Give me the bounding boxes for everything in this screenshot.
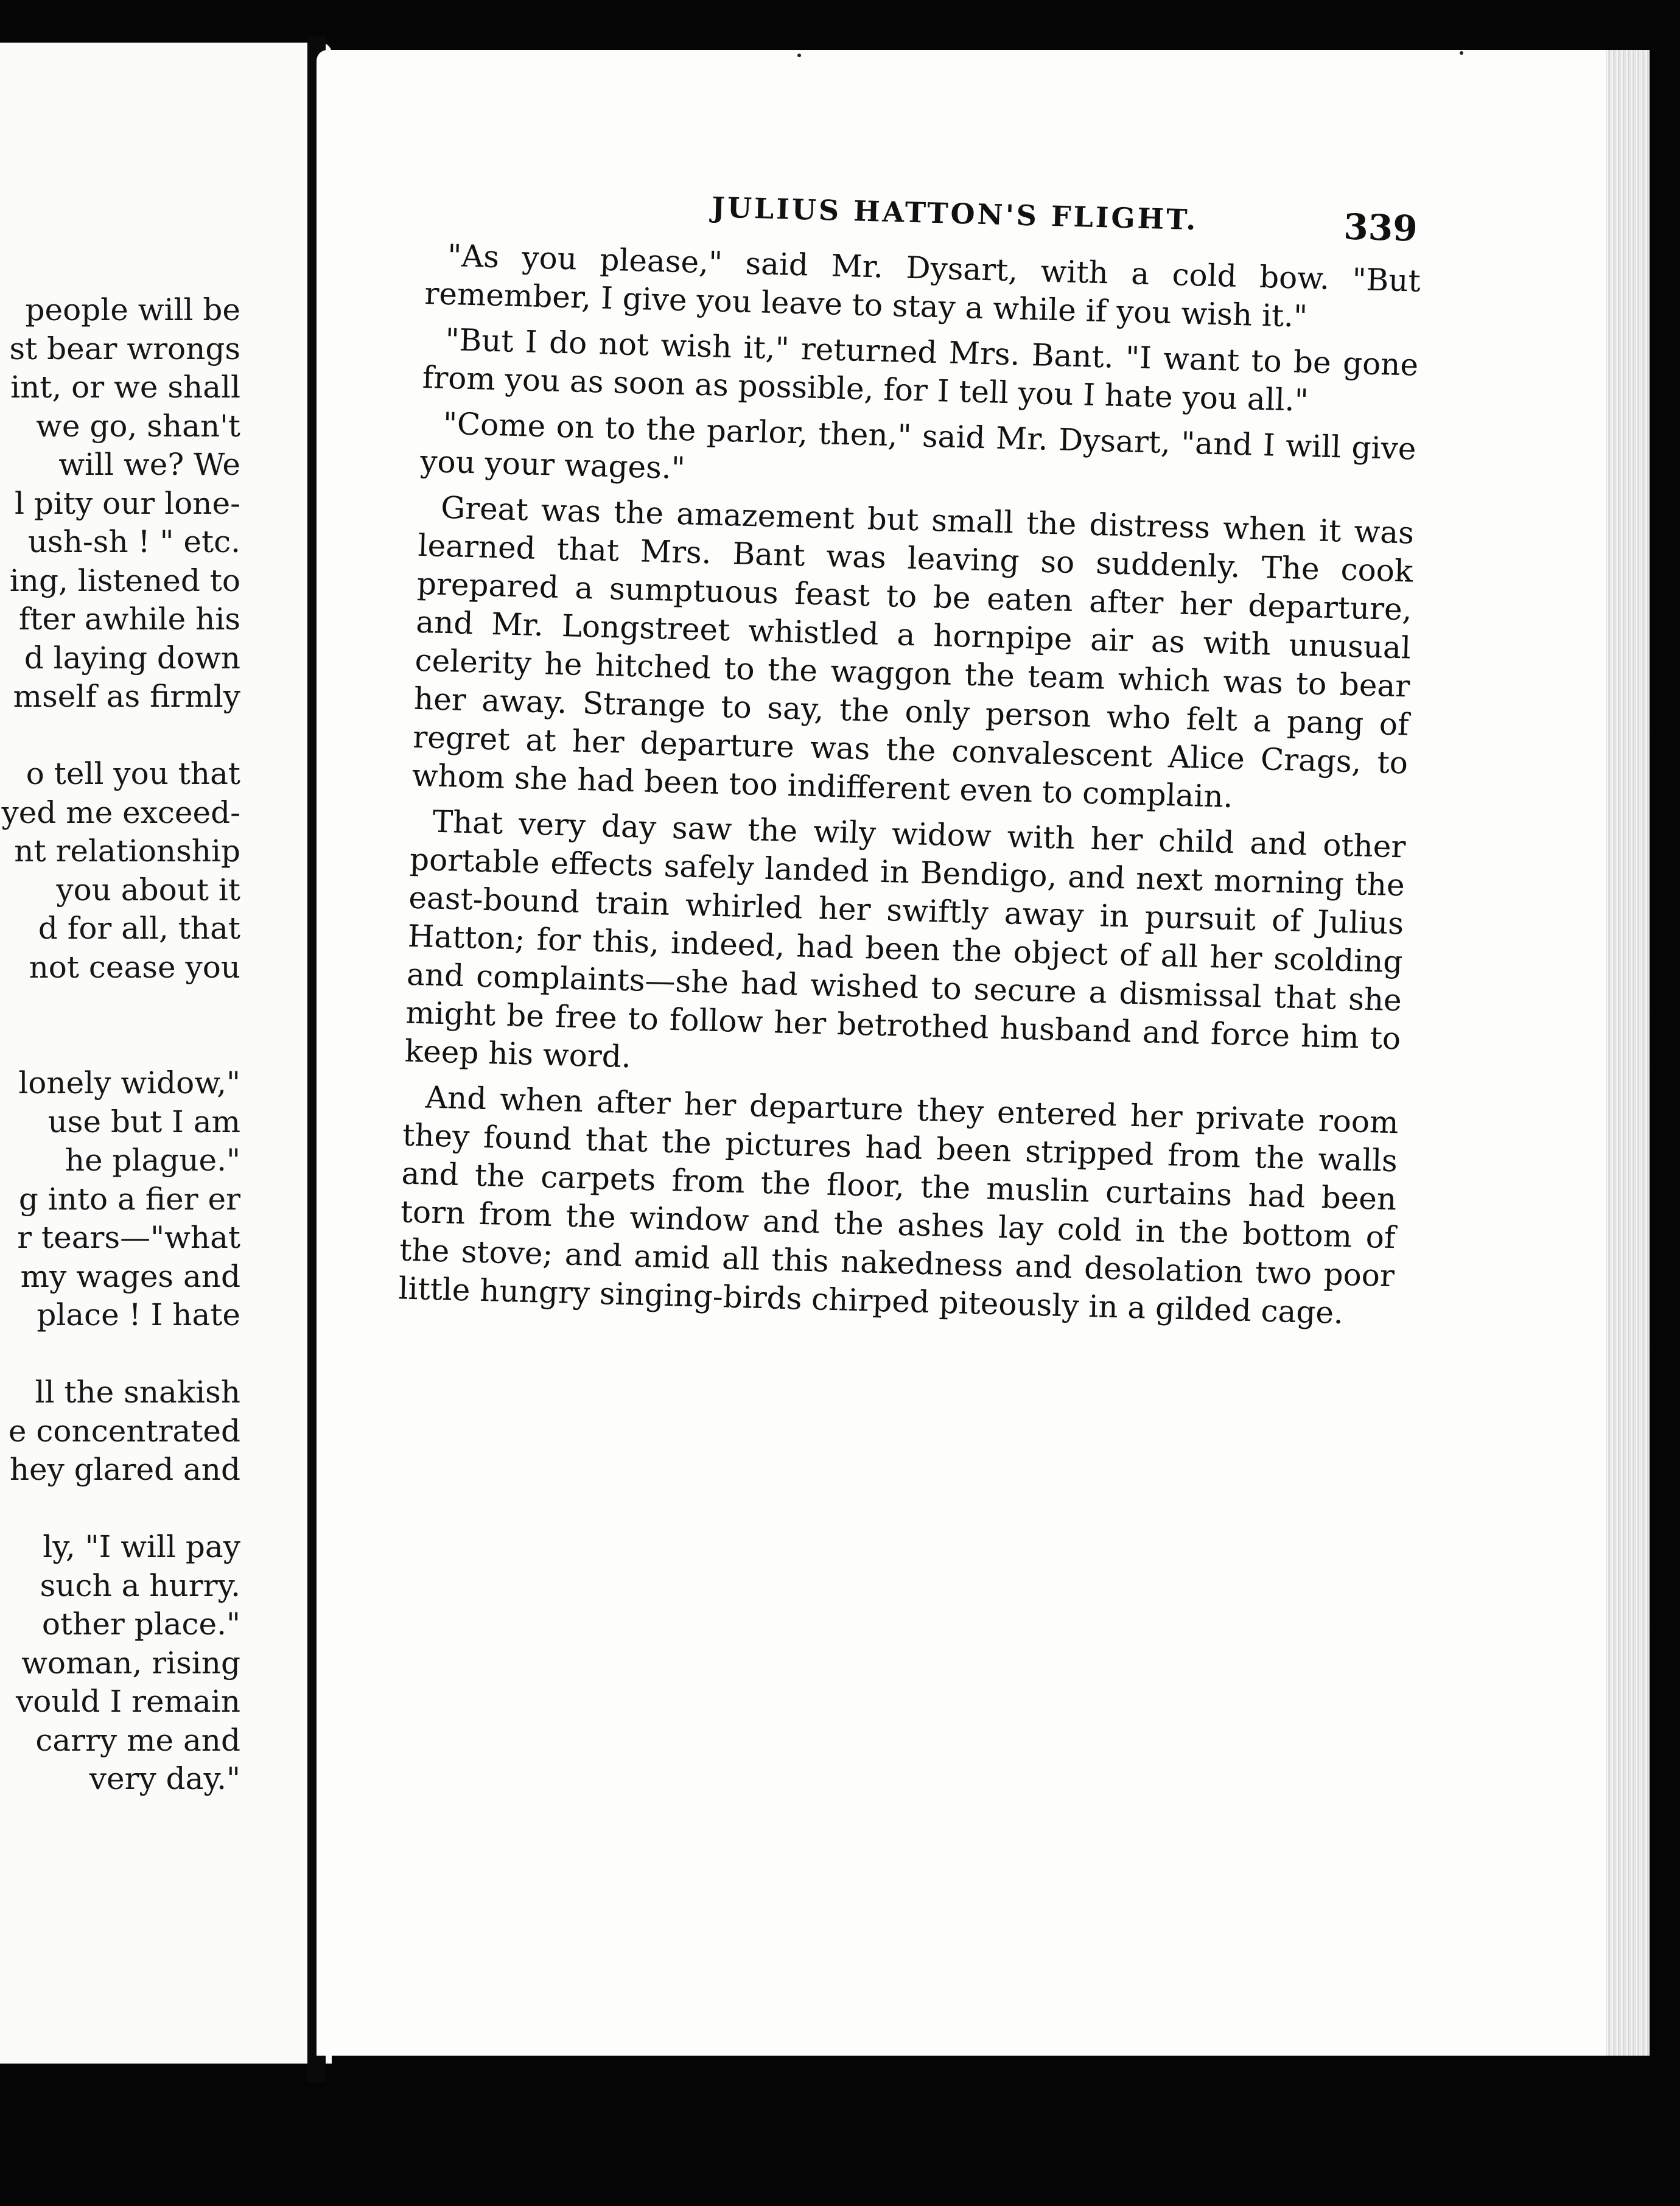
left-line: other place." bbox=[41, 1606, 240, 1642]
left-line: place ! I hate bbox=[37, 1297, 240, 1332]
left-line: ly, "I will pay bbox=[43, 1529, 240, 1564]
left-blank-line bbox=[0, 1490, 240, 1528]
left-line: we go, shan't bbox=[36, 408, 240, 444]
left-line: ing, listened to bbox=[9, 562, 240, 598]
left-line: mself as firmly bbox=[13, 679, 240, 714]
left-line: o tell you that bbox=[26, 756, 240, 791]
running-head: JULIUS HATTON'S FLIGHT. bbox=[711, 191, 1199, 237]
dust-speck bbox=[797, 54, 801, 57]
paragraph: "As you please," said Mr. Dysart, with a cold bow. "But remember, I give you leave to stay a while if you wish it." bbox=[424, 237, 1421, 334]
left-line: use but I am bbox=[47, 1104, 240, 1140]
left-line: d laying down bbox=[24, 640, 240, 676]
left-line: woman, rising bbox=[21, 1645, 240, 1681]
page-edges bbox=[1606, 50, 1650, 2056]
left-line: lonely widow," bbox=[18, 1065, 240, 1101]
left-blank-line bbox=[0, 987, 240, 1026]
left-line: ll the snakish bbox=[35, 1374, 240, 1410]
dust-speck bbox=[1460, 51, 1463, 55]
paragraph: That very day saw the wily widow with her child and other portable effects safely landed in Bendigo, and next morning the east-bound train whirled her swiftly away in pursuit of Julius Hatton; for this, indeed, had been the object of all her scolding and complaints—she had wished to secure a dismissal that she might be free to follow her betrothed husband and force him to keep his word. bbox=[404, 804, 1407, 1075]
left-line: very day." bbox=[89, 1761, 240, 1796]
left-line: he plague." bbox=[65, 1143, 240, 1178]
page-number: 339 bbox=[1343, 206, 1418, 250]
paragraph: Great was the amazement but small the distress when it was learned that Mrs. Bant was leaving so suddenly. The cook prepared a sumptuous feast to be eaten after her departure, and Mr. Longstreet whistled a hornpipe air as with unusual celerity he hitched to the waggon the team which was to bear her away. Strange to say, the only person who felt a pang of regret at her departure was the convalescent Alice Crags, to whom she had been too indifferent even to complain. bbox=[411, 489, 1415, 815]
left-line: hey glared and bbox=[9, 1452, 240, 1487]
paragraph: And when after her departure they entered her private room they found that the pictures had been stripped from the walls and the carpets from the floor, the muslin curtains had been torn from the window and the ashes lay cold in the bottom of the stove; and amid all this nakedness and desolation two poor little hungry singing-birds chirped piteously in a gilded cage. bbox=[397, 1079, 1399, 1331]
paragraph: "Come on to the parlor, then," said Mr. Dysart, "and I will give you your wages." bbox=[419, 405, 1417, 486]
left-facing-page bbox=[0, 43, 332, 2064]
left-blank-line bbox=[0, 1335, 240, 1374]
left-line: fter awhile his bbox=[18, 601, 240, 637]
paragraph: "But I do not wish it," returned Mrs. Bant. "I want to be gone from you as soon as possible, for I tell you I hate you all." bbox=[422, 321, 1419, 419]
left-line: r tears—"what bbox=[17, 1220, 240, 1255]
left-line: my wages and bbox=[20, 1258, 240, 1294]
left-line: nt relationship bbox=[14, 833, 240, 869]
left-blank-line bbox=[0, 716, 240, 755]
left-line: will we? We bbox=[58, 447, 240, 482]
page-body bbox=[398, 236, 1421, 1334]
left-line: yed me exceed- bbox=[1, 794, 240, 830]
left-line: st bear wrongs bbox=[9, 331, 240, 366]
left-line: carry me and bbox=[35, 1722, 240, 1758]
left-line: l pity our lone- bbox=[15, 485, 240, 521]
left-page-text bbox=[0, 291, 240, 1799]
left-line: you about it bbox=[56, 872, 240, 908]
left-line: ush-sh ! " etc. bbox=[27, 524, 240, 559]
left-line: vould I remain bbox=[16, 1684, 240, 1719]
left-line: d for all, that bbox=[38, 911, 240, 946]
left-line: such a hurry. bbox=[40, 1567, 240, 1603]
left-line: people will be bbox=[25, 292, 240, 327]
left-blank-line bbox=[0, 1026, 240, 1065]
left-line: g into a fier er bbox=[18, 1181, 240, 1217]
left-line: int, or we shall bbox=[10, 369, 240, 405]
left-line: e concentrated bbox=[8, 1413, 240, 1449]
left-line: not cease you bbox=[29, 949, 240, 985]
